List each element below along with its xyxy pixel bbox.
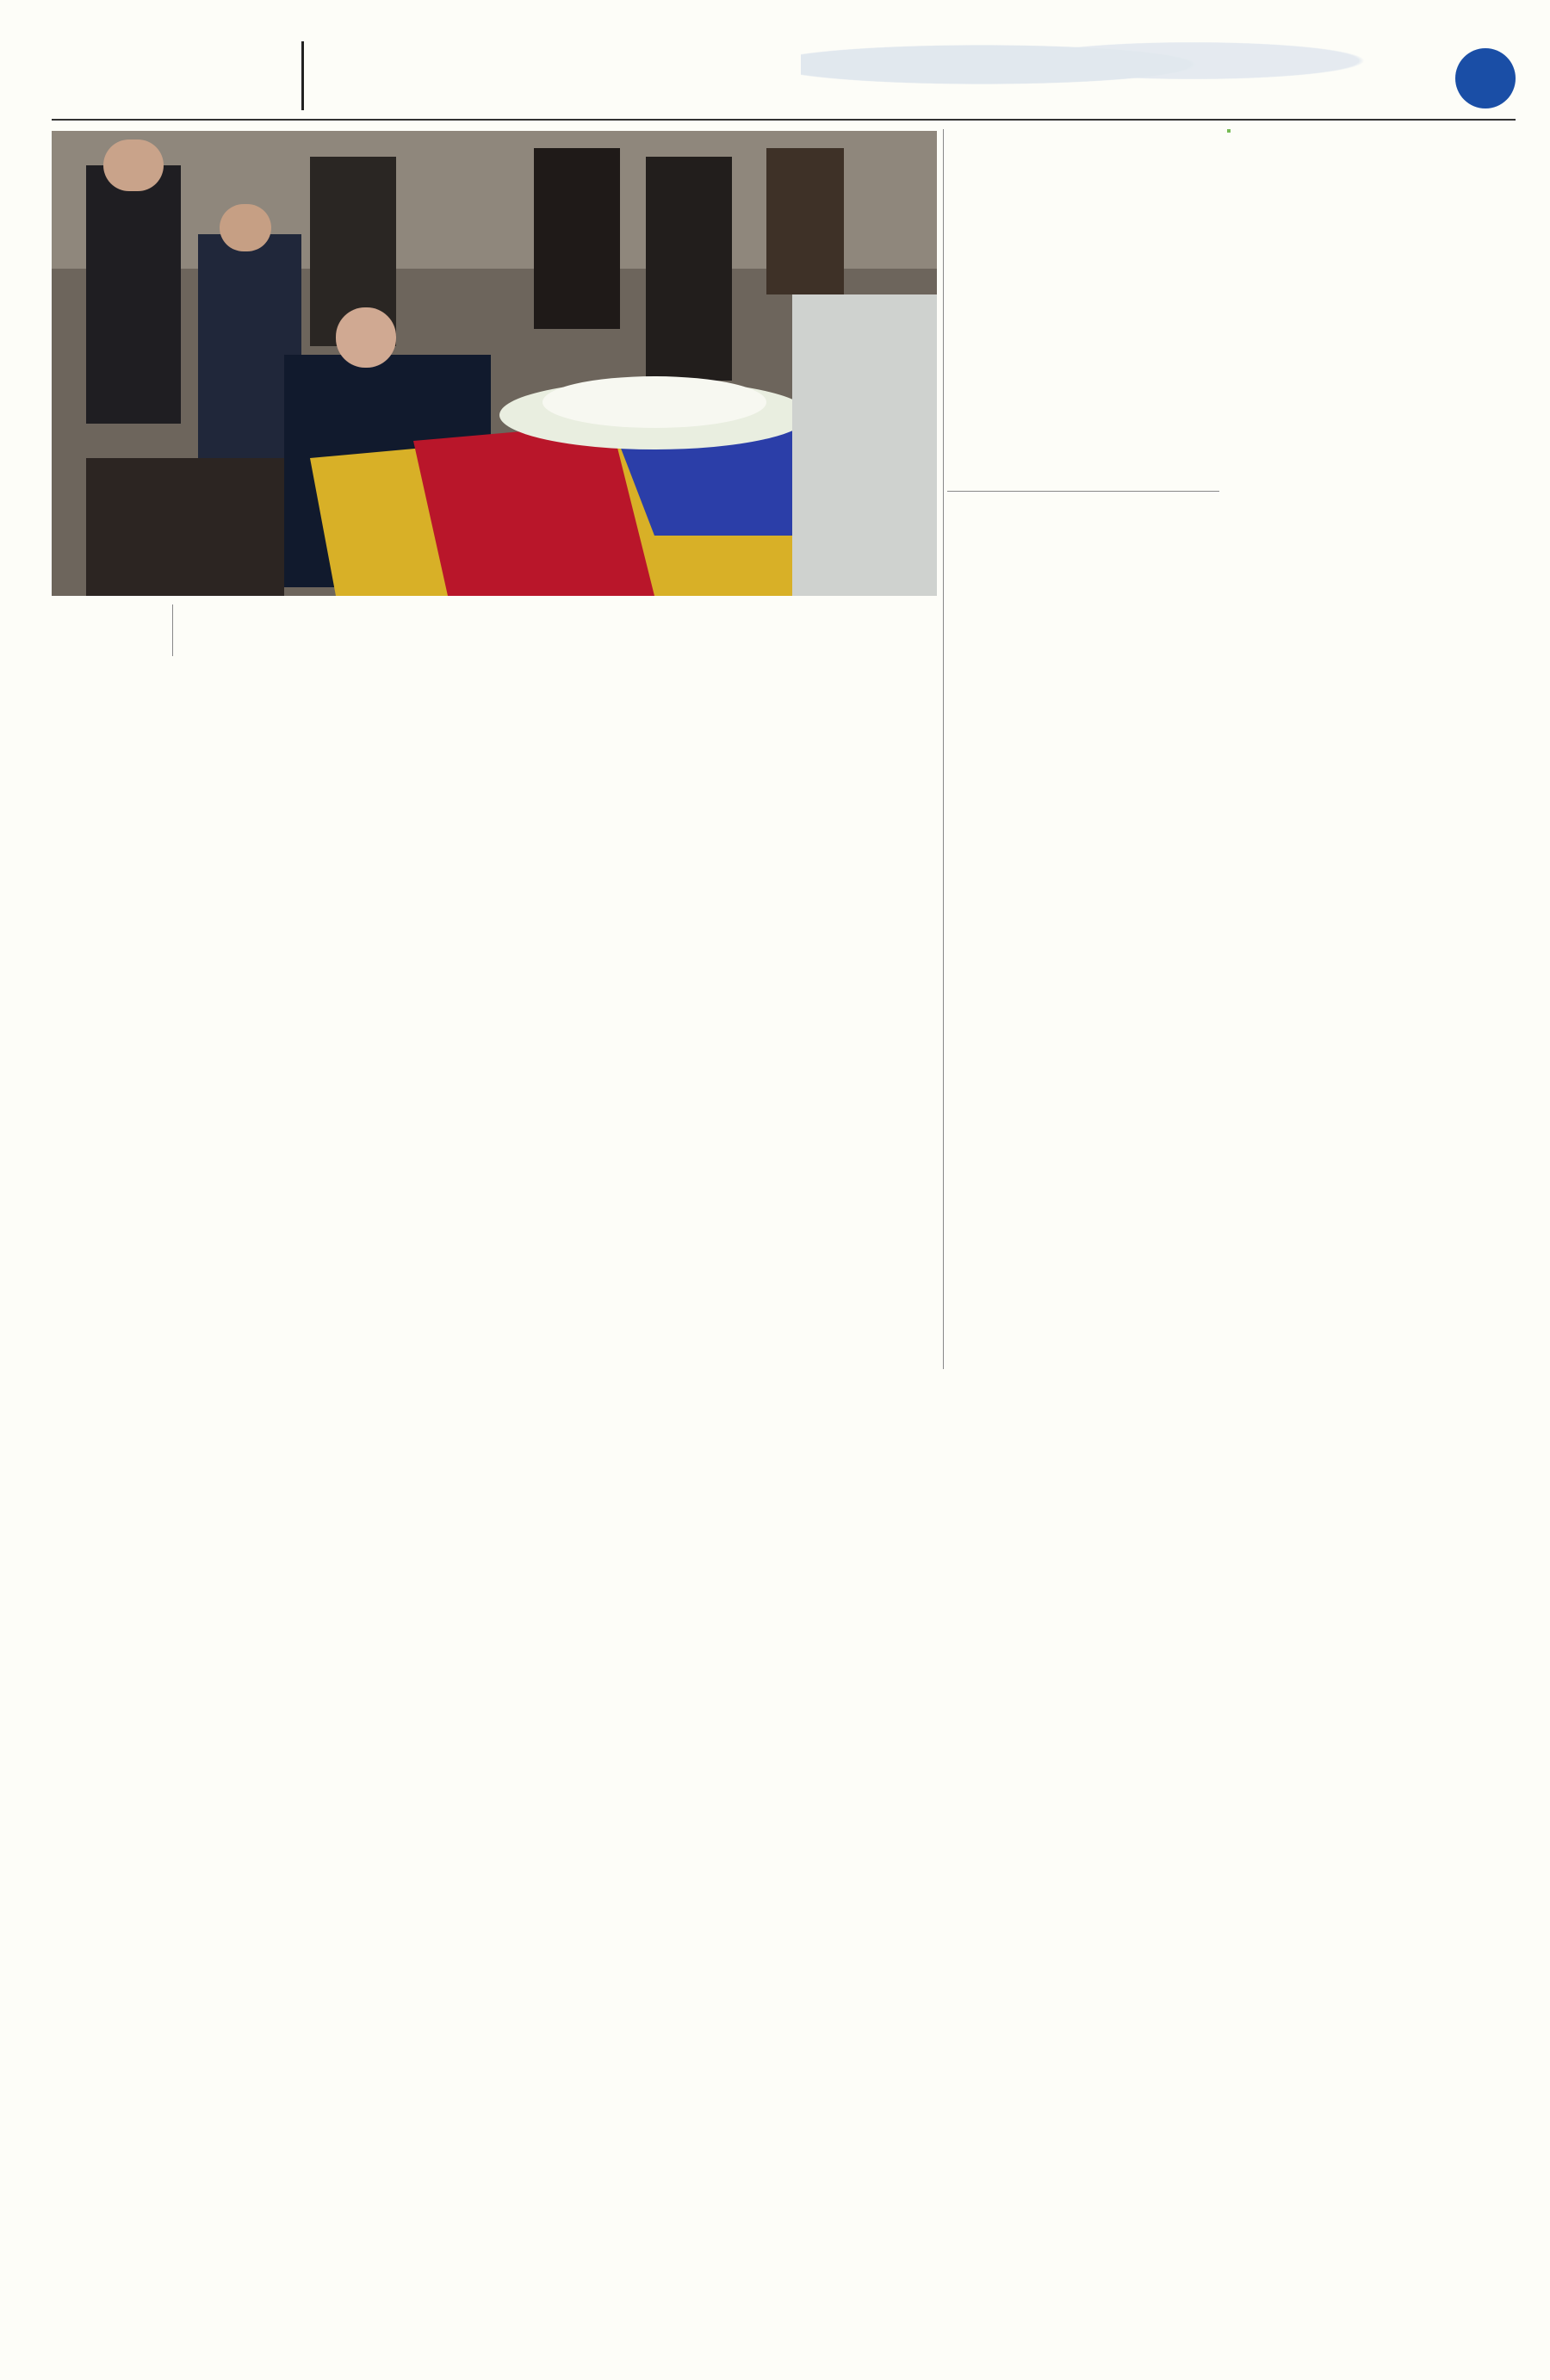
- page-number-badge: [1455, 48, 1516, 108]
- masthead: [0, 0, 1550, 121]
- masthead-divider: [301, 41, 304, 110]
- armenia-body: [951, 226, 1218, 484]
- queen-coffin-photo: [52, 131, 937, 596]
- royal-box: [1227, 129, 1231, 133]
- masthead-rule: [52, 119, 1516, 121]
- queen-photo-illustration: [52, 131, 937, 596]
- china-body: [951, 603, 1218, 861]
- world-map-decoration: [801, 26, 1404, 103]
